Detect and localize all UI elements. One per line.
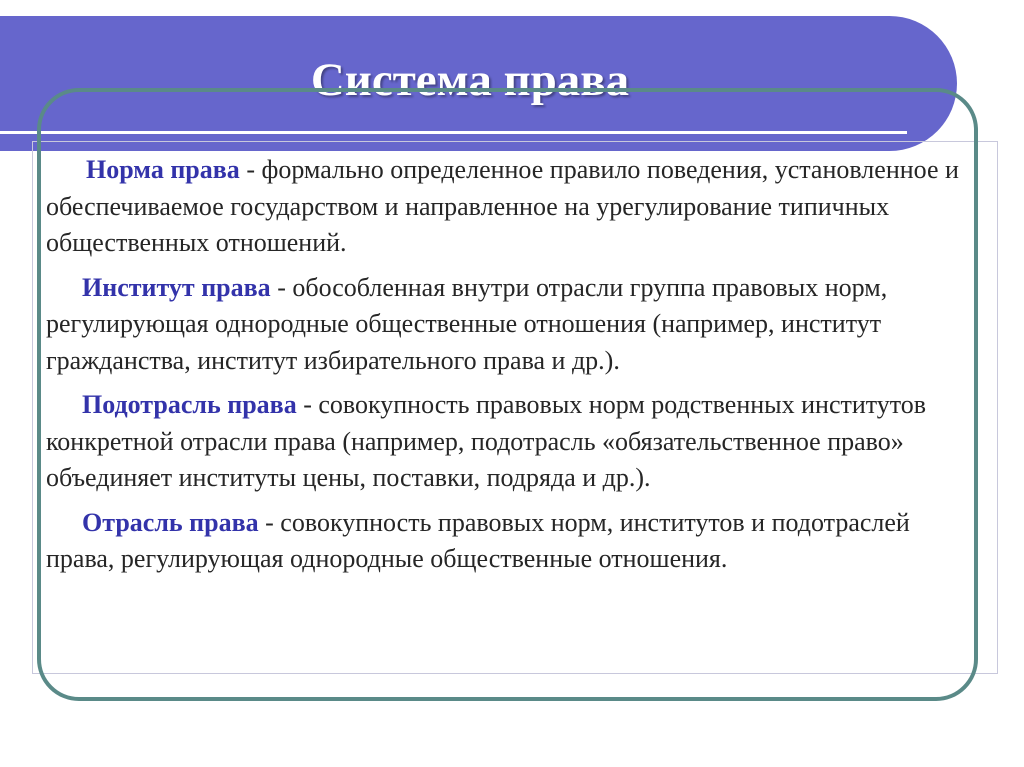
definition-term: Норма права — [86, 155, 240, 184]
definition-norm — [46, 152, 981, 262]
definition-term: Отрасль права — [82, 507, 259, 537]
definition-text: - совокупность правовых норм родственных институтов конкретной отрасли права (например, подотрасль «обязательственное право» объединяет институты цены, поставки, подряда и др.). — [46, 390, 927, 492]
definition-sub-branch — [46, 387, 981, 497]
definition-text: - формально определенное правило поведения, установленное и обеспечиваемое государством и направленное на урегулирование типичных общественных отношений. — [46, 155, 959, 257]
definition-branch — [46, 505, 981, 578]
definition-text: - обособленная внутри отрасли группа правовых норм, регулирующая однородные общественные отношения (например, институт гражданства, институт избирательного права и др.). — [46, 272, 888, 375]
definition-term: Подотрасль права — [82, 390, 297, 419]
definition-institute — [46, 270, 981, 380]
slide-title: Система права — [310, 54, 630, 106]
definition-term: Институт права — [82, 272, 271, 302]
definitions-list — [46, 152, 981, 586]
definition-text: - совокупность правовых норм, институтов и подотраслей права, регулирующая однородные общественные отношения. — [46, 507, 910, 573]
